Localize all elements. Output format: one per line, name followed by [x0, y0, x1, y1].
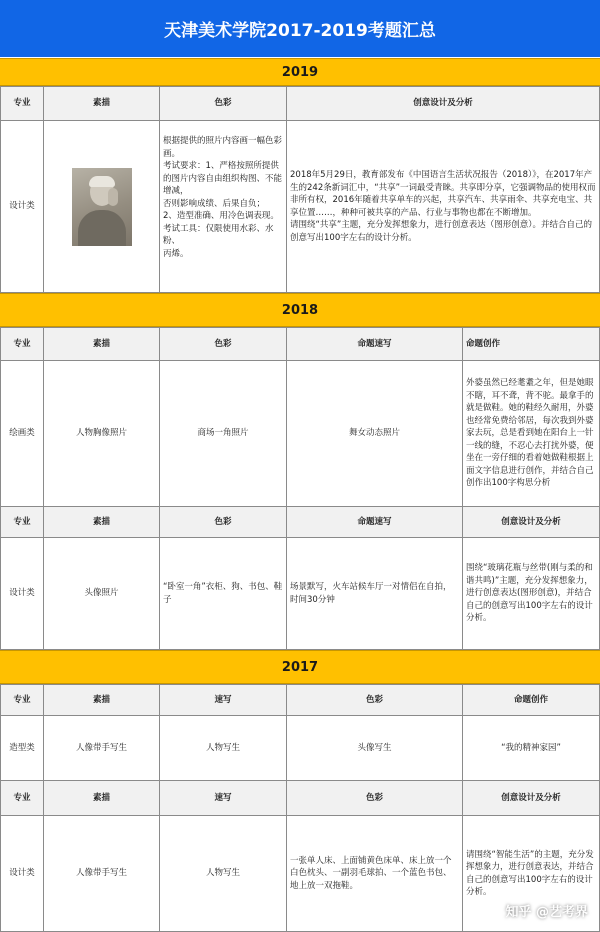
- header-color: 色彩: [159, 506, 287, 538]
- header-color: 色彩: [159, 327, 287, 361]
- cell-color: 一张单人床、上面铺黄色床单、床上放一个白色枕头、一副羽毛球拍、一个蓝色书包、地上放一双拖鞋。: [286, 815, 463, 932]
- header-sketch: 素描: [43, 327, 160, 361]
- watermark: 知乎 @艺考界: [505, 905, 588, 920]
- header-sketch: 素描: [43, 506, 160, 538]
- cell-creative: 围绕“玻璃花瓶与丝带(刚与柔的和谐共鸣)”主题，充分发挥想象力，进行创意表达(图形创意)，并结合自己的创意写出100字左右的设计分析。: [462, 537, 600, 650]
- header-color: 色彩: [159, 86, 287, 121]
- cell-sketch-photo: [43, 120, 160, 293]
- header-quick-sketch: 速写: [159, 780, 287, 816]
- cell-sketch: 人物胸像照片: [43, 360, 160, 507]
- header-quick-sketch: 命题速写: [286, 327, 463, 361]
- cell-creation: 外婆虽然已经耄耋之年，但是她眼不瞎，耳不聋，背不驼。最拿手的就是做鞋。她的鞋经久耐用，外婆也经常免费给邻居，每次我到外婆家去玩，总是看到她在阳台上一针一线的缝，不忍心去打扰外婆，便坐在一旁仔细的看着她做鞋根据上面文字信息进行创作，并结合自己创作出100字构思分析: [462, 360, 600, 507]
- cell-major: 设计类: [0, 120, 44, 293]
- cell-sketch: 头像照片: [43, 537, 160, 650]
- header-creation: 命题创作: [462, 327, 600, 361]
- header-color: 色彩: [286, 684, 463, 716]
- header-creative: 创意设计及分析: [462, 780, 600, 816]
- cell-sketch: 人像带手写生: [43, 715, 160, 781]
- cell-creation: “我的精神家园”: [462, 715, 600, 781]
- cell-quick-sketch: 舞女动态照片: [286, 360, 463, 507]
- year-header-2018: 2018: [0, 293, 600, 327]
- header-major: 专业: [0, 327, 44, 361]
- header-quick-sketch: 速写: [159, 684, 287, 716]
- cell-major: 设计类: [0, 815, 44, 932]
- header-sketch: 素描: [43, 684, 160, 716]
- header-creation: 命题创作: [462, 684, 600, 716]
- header-major: 专业: [0, 86, 44, 121]
- header-sketch: 素描: [43, 780, 160, 816]
- cell-quick-sketch: 人物写生: [159, 715, 287, 781]
- cell-color-requirements: 根据提供的照片内容画一幅色彩画。 考试要求：1、严格按照所提供的图片内容自由组织构图、不能增减， 否则影响成绩、后果自负； 2、造型准确、用冷色调表现。 考试工具：仅限使用水彩、水粉、 丙烯。: [159, 120, 287, 293]
- header-major: 专业: [0, 506, 44, 538]
- cell-color: “卧室一角”衣柜、狗、书包、鞋子: [159, 537, 287, 650]
- cell-creative: 请围绕“智能生活”的主题，充分发挥想象力，进行创意表达，并结合自己的创意写出100字左右的设计分析。: [462, 815, 600, 932]
- header-sketch: 素描: [43, 86, 160, 121]
- page-title: 天津美术学院2017-2019考题汇总: [0, 0, 600, 57]
- cell-sketch: 人像带手写生: [43, 815, 160, 932]
- cell-quick-sketch: 场景默写，火车站候车厅一对情侣在自拍，时间30分钟: [286, 537, 463, 650]
- cell-color: 商场一角照片: [159, 360, 287, 507]
- cell-major: 设计类: [0, 537, 44, 650]
- cell-major: 造型类: [0, 715, 44, 781]
- year-header-2017: 2017: [0, 650, 600, 684]
- header-creative: 创意设计及分析: [286, 86, 600, 121]
- elderly-man-photo: [72, 168, 132, 246]
- year-header-2019: 2019: [0, 58, 600, 86]
- cell-color: 头像写生: [286, 715, 463, 781]
- cell-major: 绘画类: [0, 360, 44, 507]
- header-color: 色彩: [286, 780, 463, 816]
- header-major: 专业: [0, 684, 44, 716]
- header-quick-sketch: 命题速写: [286, 506, 463, 538]
- header-creative: 创意设计及分析: [462, 506, 600, 538]
- header-major: 专业: [0, 780, 44, 816]
- cell-quick-sketch: 人物写生: [159, 815, 287, 932]
- cell-creative-question: 2018年5月29日，教育部发布《中国语言生活状况报告（2018）》，在2017年产生的242条新词汇中，“共享”一词最受青睐。共享即分享，它强调物品的使用权而非所有权，2016年随着共享单车的兴起，共享汽车、共享雨伞、共享充电宝、共享位置……，种种可被共享的产品、行业与事物也都在不断增加。 请围绕“共享”主题，充分发挥想象力，进行创意表达（图形创意）。并结合自己的创意写出100字左右的设计分析。: [286, 120, 600, 293]
